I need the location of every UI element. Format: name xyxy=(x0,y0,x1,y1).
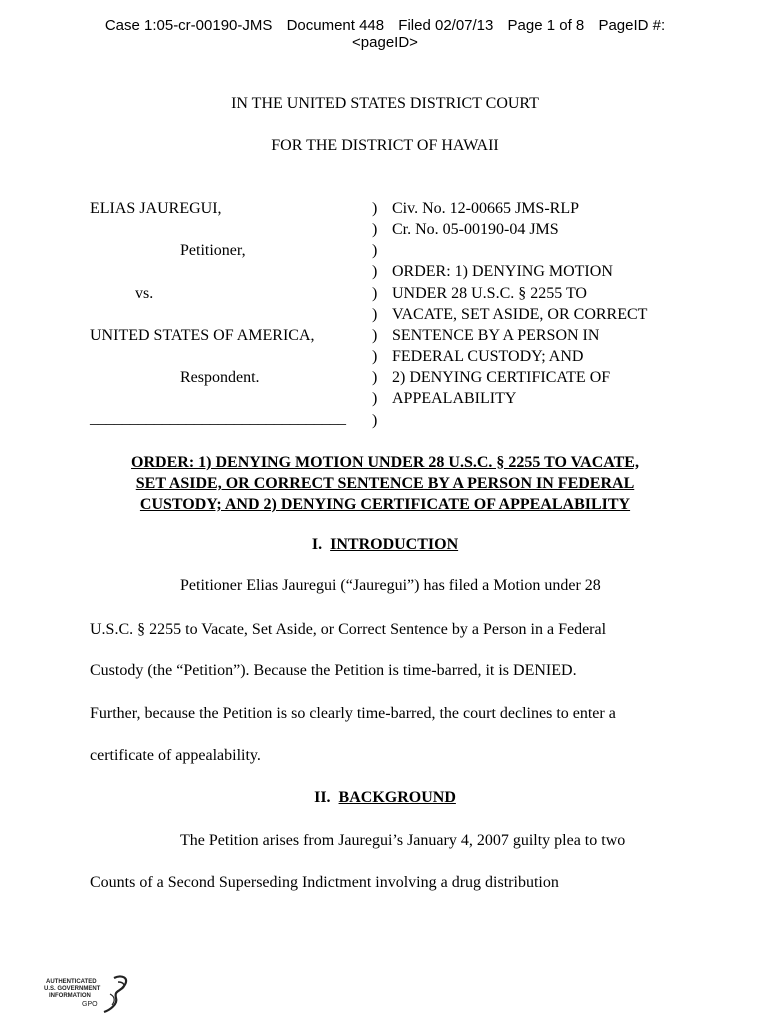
paragraph-line: certificate of appealability. xyxy=(90,747,261,764)
caption-order-line: ORDER: 1) DENYING MOTION xyxy=(392,263,613,280)
caption-order-line: UNDER 28 U.S.C. § 2255 TO xyxy=(392,285,587,302)
section-title: INTRODUCTION xyxy=(330,536,459,553)
section-heading-introduction xyxy=(0,536,770,554)
section-number: II. xyxy=(314,789,331,806)
order-title-line: CUSTODY; AND 2) DENYING CERTIFICATE OF APPEALABILITY xyxy=(139,496,631,513)
order-title-line: SET ASIDE, OR CORRECT SENTENCE BY A PERSON IN FEDERAL xyxy=(135,475,635,492)
section-number: I. xyxy=(311,536,323,553)
paragraph-line: Petitioner Elias Jauregui (“Jauregui”) has filed a Motion under 28 xyxy=(180,577,601,594)
order-title-line: ORDER: 1) DENYING MOTION UNDER 28 U.S.C. § 2255 TO VACATE, xyxy=(131,454,639,471)
section-title: BACKGROUND xyxy=(338,789,456,806)
logo-text-line: AUTHENTICATED xyxy=(46,979,97,985)
petitioner-name: ELIAS JAUREGUI, xyxy=(90,200,222,217)
page-id-label: PageID #: xyxy=(598,17,666,34)
respondent-role: Respondent. xyxy=(180,369,260,386)
caption-paren: ) xyxy=(372,242,378,259)
section-heading-background xyxy=(0,789,770,807)
caption-paren: ) xyxy=(372,221,378,238)
court-name: IN THE UNITED STATES DISTRICT COURT xyxy=(231,95,539,112)
paragraph-line: U.S.C. § 2255 to Vacate, Set Aside, or Correct Sentence by a Person in a Federal xyxy=(90,621,607,638)
caption-paren: ) xyxy=(372,200,378,217)
logo-text-line: INFORMATION xyxy=(49,993,91,999)
filing-header xyxy=(0,17,770,51)
caption-order-line: APPEALABILITY xyxy=(392,390,517,407)
page-id-value: <pageID> xyxy=(352,34,418,51)
gpo-authentication-logo xyxy=(44,972,134,1016)
versus: vs. xyxy=(135,285,154,302)
respondent-name: UNITED STATES OF AMERICA, xyxy=(90,327,315,344)
criminal-case-number: Cr. No. 05-00190-04 JMS xyxy=(392,221,559,238)
paragraph-line: The Petition arises from Jauregui’s January 4, 2007 guilty plea to two xyxy=(180,832,626,849)
civil-case-number: Civ. No. 12-00665 JMS-RLP xyxy=(392,200,579,217)
caption-rule: ________________________________ xyxy=(90,410,346,427)
logo-brand: GPO xyxy=(82,1001,98,1008)
paragraph-line: Further, because the Petition is so clearly time-barred, the court declines to enter a xyxy=(90,705,616,722)
caption-paren: ) xyxy=(372,285,378,302)
eagle-logo-icon xyxy=(44,972,134,1016)
caption-order-line: SENTENCE BY A PERSON IN xyxy=(392,327,600,344)
caption-paren: ) xyxy=(372,348,378,365)
caption-order-line: FEDERAL CUSTODY; AND xyxy=(392,348,584,365)
court-district: FOR THE DISTRICT OF HAWAII xyxy=(271,137,499,154)
caption-paren: ) xyxy=(372,263,378,280)
caption-paren: ) xyxy=(372,327,378,344)
petitioner-role: Petitioner, xyxy=(180,242,246,259)
paragraph-line: Custody (the “Petition”). Because the Petition is time-barred, it is DENIED. xyxy=(90,662,577,679)
caption-paren: ) xyxy=(372,306,378,323)
page-count: Page 1 of 8 xyxy=(507,17,585,34)
caption-paren: ) xyxy=(372,390,378,407)
filed-date: Filed 02/07/13 xyxy=(398,17,494,34)
logo-text-line: U.S. GOVERNMENT xyxy=(44,986,101,992)
case-number: Case 1:05-cr-00190-JMS xyxy=(104,17,273,34)
document-number: Document 448 xyxy=(286,17,385,34)
paragraph-line: Counts of a Second Superseding Indictment involving a drug distribution xyxy=(90,874,559,891)
caption-paren: ) xyxy=(372,412,378,429)
caption-order-line: VACATE, SET ASIDE, OR CORRECT xyxy=(392,306,648,323)
caption-order-line: 2) DENYING CERTIFICATE OF xyxy=(392,369,611,386)
caption-paren: ) xyxy=(372,369,378,386)
